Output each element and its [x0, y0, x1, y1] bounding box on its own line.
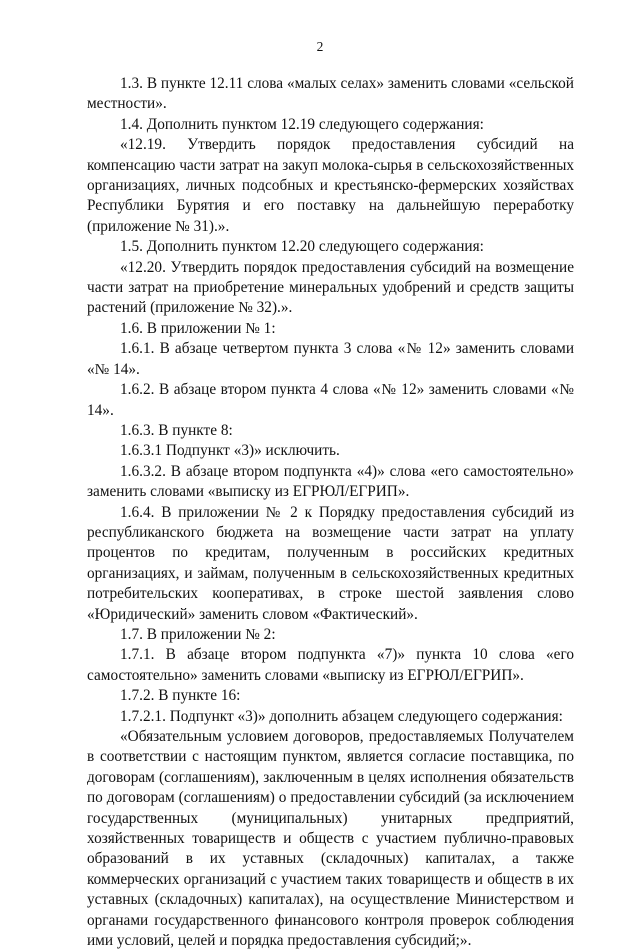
paragraph-1-7-2-1: 1.7.2.1. Подпункт «3)» дополнить абзацем следующего содержания:: [120, 707, 563, 725]
page-number: 2: [316, 39, 324, 54]
paragraph-quoted-condition: «Обязательным условием договоров, предоставляемых Получателем в соответствии с настоящим пунктом, является согласие поставщика, по договорам (соглашениям), заключенным в целях исполнения обязательств по договорам (соглашениям) о предоставлении субсидий (за исключением государственных (муниципальных) унитарных предприятий, хозяйственных товариществ и обществ с участием публично-правовых образований в их уставных (складочных) капиталах, а также коммерческих организаций с участием таких товариществ и обществ в их уставных (складочных) капиталах), на осуществление Министерством и органами государственного финансового контроля проверок соблюдения ими условий, целей и порядка предоставления субсидий;».: [87, 728, 574, 950]
paragraph-1-6-3: 1.6.3. В пункте 8:: [120, 421, 233, 439]
paragraph-1-6-2: 1.6.2. В абзаце втором пункта 4 слова «№ 12» заменить словами «№ 14».: [87, 381, 574, 419]
document-body: [87, 74, 574, 951]
paragraph-1-6-4: 1.6.4. В приложении № 2 к Порядку предоставления субсидий из республиканского бюджета на возмещение части затрат на уплату процентов по кредитам, полученным в российских кредитных организациях, и займам, полученным в сельскохозяйственных кредитных потребительских кооперативах, в строке шестой заявления слово «Юридический» заменить словом «Фактический».: [87, 503, 574, 623]
paragraph-1-6-3-1: 1.6.3.1 Подпункт «3)» исключить.: [120, 442, 340, 460]
paragraph-1-7: 1.7. В приложении № 2:: [120, 625, 276, 643]
paragraph-1-7-2: 1.7.2. В пункте 16:: [120, 687, 241, 705]
paragraph-1-6: 1.6. В приложении № 1:: [120, 319, 276, 337]
paragraph-12-20: «12.20. Утвердить порядок предоставления субсидий на возмещение части затрат на приобретение минеральных удобрений и средств защиты растений (приложение № 32).».: [87, 258, 574, 317]
paragraph-1-4: 1.4. Дополнить пунктом 12.19 следующего содержания:: [120, 115, 484, 133]
paragraph-1-6-1: 1.6.1. В абзаце четвертом пункта 3 слова «№ 12» заменить словами «№ 14».: [87, 340, 574, 378]
paragraph-1-5: 1.5. Дополнить пунктом 12.20 следующего содержания:: [120, 238, 484, 256]
paragraph-1-3: 1.3. В пункте 12.11 слова «малых селах» заменить словами «сельской местности».: [87, 75, 574, 113]
paragraph-1-7-1: 1.7.1. В абзаце втором подпункта «7)» пункта 10 слова «его самостоятельно» заменить словами «выписку из ЕГРЮЛ/ЕГРИП».: [87, 646, 574, 684]
paragraph-12-19: «12.19. Утвердить порядок предоставления субсидий на компенсацию части затрат на закуп молока-сырья в сельскохозяйственных организациях, личных подсобных и крестьянско-фермерских хозяйствах Республики Бурятия и его поставку на дальнейшую переработку (приложение № 31).».: [87, 136, 574, 235]
paragraph-1-6-3-2: 1.6.3.2. В абзаце втором подпункта «4)» слова «его самостоятельно» заменить словами «выписку из ЕГРЮЛ/ЕГРИП».: [87, 462, 574, 501]
